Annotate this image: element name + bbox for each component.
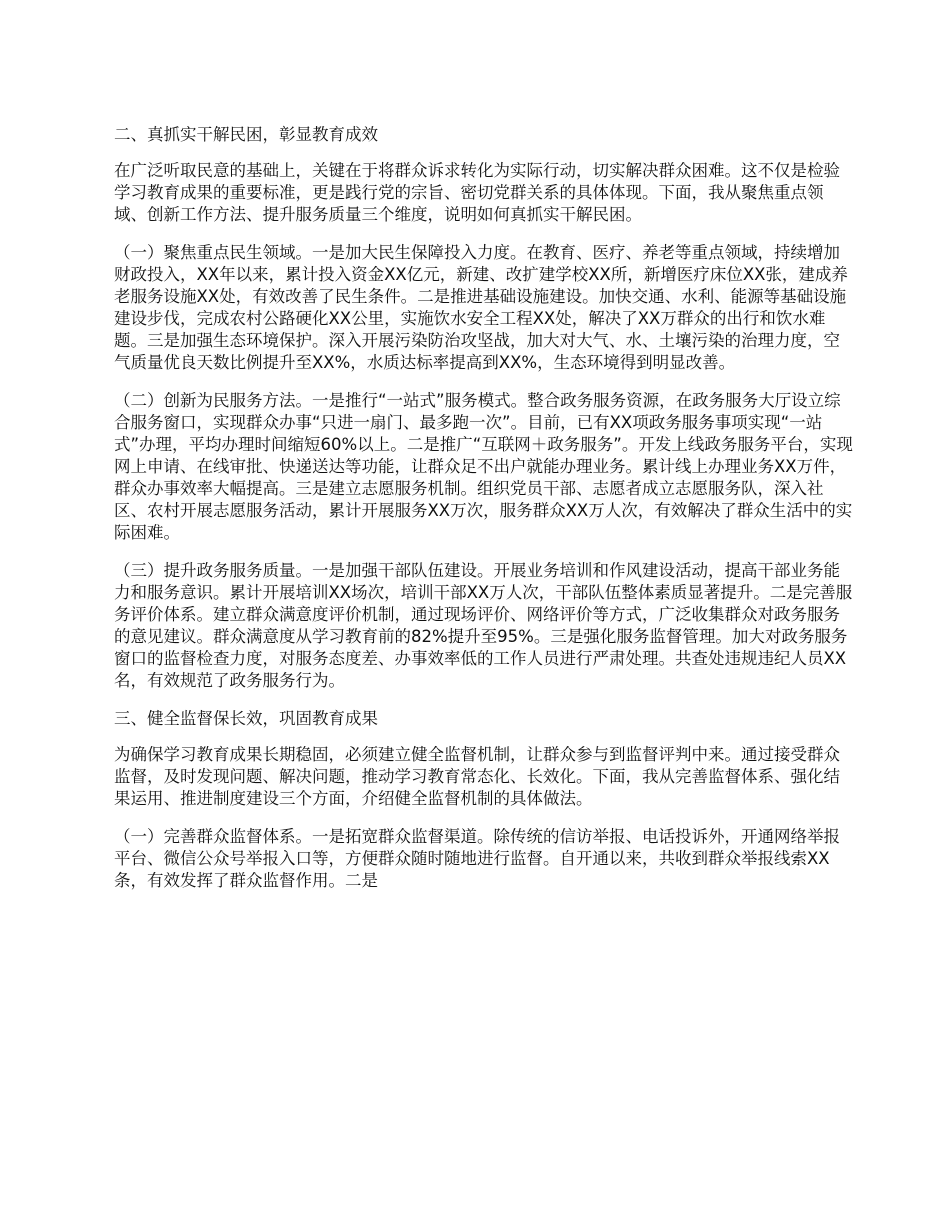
section-heading-2: 二、真抓实干解民困，彰显教育成效 <box>114 125 378 144</box>
paragraph-section-3-1: （一）完善群众监督体系。一是拓宽群众监督渠道。除传统的信访举报、电话投诉外，开通网络举报平台、微信公众号举报入口等，方便群众随时随地进行监督。自开通以来，共收到群众举报线索XX条，有效发挥了群众监督作用。二是 <box>114 827 840 890</box>
paragraph-section-2-3: （三）提升政务服务质量。一是加强干部队伍建设。开展业务培训和作风建设活动，提高干部业务能力和服务意识。累计开展培训XX场次，培训干部XX万人次，干部队伍整体素质显著提升。二是完善服务评价体系。建立群众满意度评价机制，通过现场评价、网络评价等方式，广泛收集群众对政务服务的意见建议。群众满意度从学习教育前的82%提升至95%。三是强化服务监督管理。加大对政务服务窗口的监督检查力度，对服务态度差、办事效率低的工作人员进行严肃处理。共查处违规违纪人员XX名，有效规范了政务服务行为。 <box>114 561 853 690</box>
section-heading-3: 三、健全监督保长效，巩固教育成果 <box>114 709 378 728</box>
document-body <box>114 124 854 908</box>
paragraph-section-3-intro: 为确保学习教育成果长期稳固，必须建立健全监督机制，让群众参与到监督评判中来。通过接受群众监督，及时发现问题、解决问题，推动学习教育常态化、长效化。下面，我从完善监督体系、强化结果运用、推进制度建设三个方面，介绍健全监督机制的具体做法。 <box>114 745 840 808</box>
paragraph-section-2-intro: 在广泛听取民意的基础上，关键在于将群众诉求转化为实际行动，切实解决群众困难。这不仅是检验学习教育成果的重要标准，更是践行党的宗旨、密切党群关系的具体体现。下面，我从聚焦重点领域、创新工作方法、提升服务质量三个维度，说明如何真抓实干解民困。 <box>114 161 840 224</box>
paragraph-section-2-2: （二）创新为民服务方法。一是推行“一站式”服务模式。整合政务服务资源，在政务服务大厅设立综合服务窗口，实现群众办事“只进一扇门、最多跑一次”。目前，已有XX项政务服务事项实现“一站式”办理，平均办理时间缩短60%以上。二是推广“互联网＋政务服务”。开发上线政务服务平台，实现网上申请、在线审批、快递送达等功能，让群众足不出户就能办理业务。累计线上办理业务XX万件，群众办事效率大幅提高。三是建立志愿服务机制。组织党员干部、志愿者成立志愿服务队，深入社区、农村开展志愿服务活动，累计开展服务XX万次，服务群众XX万人次，有效解决了群众生活中的实际困难。 <box>114 391 853 542</box>
paragraph-section-2-1: （一）聚焦重点民生领域。一是加大民生保障投入力度。在教育、医疗、养老等重点领域，持续增加财政投入，XX年以来，累计投入资金XX亿元，新建、改扩建学校XX所，新增医疗床位XX张，建成养老服务设施XX处，有效改善了民生条件。二是推进基础设施建设。加快交通、水利、能源等基础设施建设步伐，完成农村公路硬化XX公里，实施饮水安全工程XX处，解决了XX万群众的出行和饮水难题。三是加强生态环境保护。深入开展污染防治攻坚战，加大对大气、水、土壤污染的治理力度，空气质量优良天数比例提升至XX%，水质达标率提高到XX%，生态环境得到明显改善。 <box>114 243 848 372</box>
